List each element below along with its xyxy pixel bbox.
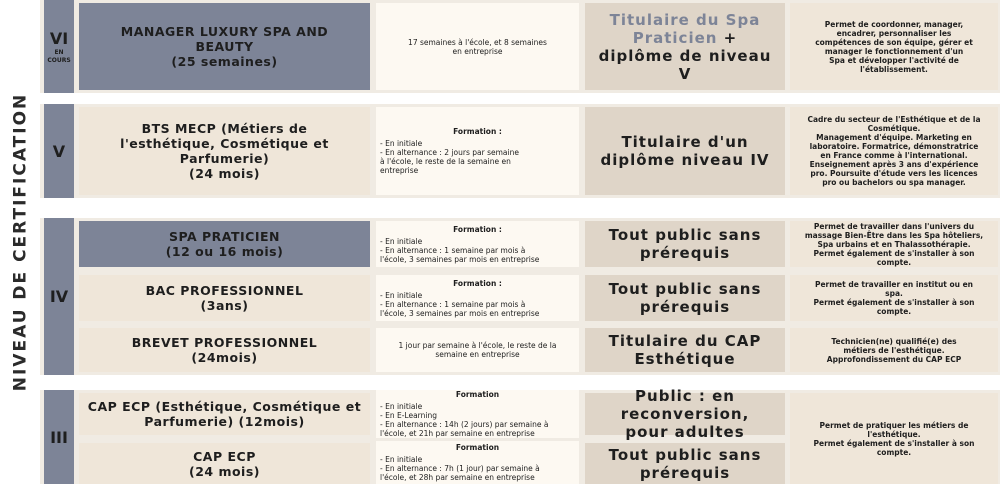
level-iv-box bbox=[44, 218, 74, 375]
desc-line: Cosmétique. bbox=[867, 124, 921, 133]
desc-line: Technicien(ne) qualifié(e) des bbox=[831, 336, 957, 346]
formation-line: l'école, et 21h par semaine en entreprise bbox=[380, 429, 535, 438]
prerequis-plus: + bbox=[717, 28, 738, 47]
prerequis-bac bbox=[585, 275, 785, 321]
desc-line: Spa urbains et en Thalassothérapie. bbox=[817, 239, 971, 249]
title-line: CAP ECP (Esthétique, Cosmétique et bbox=[87, 399, 362, 414]
level-v-box bbox=[44, 104, 74, 198]
prerequis-line: pour adultes bbox=[625, 423, 745, 441]
formation-brevet bbox=[376, 328, 579, 372]
level-vi-box bbox=[44, 0, 74, 93]
formation-line: 1 jour par semaine à l'école, le reste de la bbox=[398, 341, 557, 350]
formation-line: - En alternance : 1 semaine par mois à bbox=[380, 245, 526, 255]
prerequis-line: Public : en reconversion, bbox=[620, 387, 750, 423]
desc-brevet bbox=[790, 328, 998, 372]
title-line: BREVET PROFESSIONNEL bbox=[131, 335, 318, 350]
prerequis-line bbox=[633, 29, 738, 47]
desc-line: Permet de travailler en institut ou en bbox=[814, 280, 974, 289]
prerequis-line: Titulaire du CAP bbox=[608, 332, 762, 350]
formation-bac bbox=[376, 275, 579, 321]
title-line: SPA PRATICIEN bbox=[168, 229, 281, 244]
prerequis-line: V bbox=[678, 64, 692, 83]
prerequis-line: diplôme niveau IV bbox=[600, 151, 770, 169]
desc-line: massage Bien-Être dans les Spa hôteliers, bbox=[804, 230, 984, 240]
level-vi-sub-1: EN bbox=[54, 49, 64, 56]
prerequis-line bbox=[610, 11, 761, 29]
desc-line: Permet de coordonner, manager, bbox=[824, 19, 964, 29]
formation-manager bbox=[376, 3, 579, 90]
prerequis-muted: Titulaire du Spa bbox=[609, 10, 761, 29]
level-vi-sub-2: COURS bbox=[47, 57, 71, 64]
desc-line: manager le fonctionnement d'un bbox=[824, 46, 964, 56]
desc-bac bbox=[790, 275, 998, 321]
level-iii-box bbox=[44, 390, 74, 484]
title-bac-professionnel bbox=[79, 275, 370, 321]
desc-line: pro ou bachelors ou spa manager. bbox=[822, 178, 966, 187]
title-spa-praticien bbox=[79, 221, 370, 267]
formation-line: l'école, 3 semaines par mois en entreprise bbox=[380, 308, 540, 318]
formation-line: - En initiale bbox=[380, 139, 423, 148]
prerequis-line: prérequis bbox=[639, 463, 731, 482]
formation-line: l'école, et 28h par semaine en entreprise bbox=[380, 473, 535, 482]
title-brevet-professionnel bbox=[79, 328, 370, 372]
title-cap-ecp bbox=[79, 443, 370, 484]
prerequis-line: Tout public sans bbox=[608, 445, 762, 464]
title-cap-ecp-full bbox=[79, 393, 370, 435]
formation-cap-ecp bbox=[376, 441, 579, 484]
level-v-label: V bbox=[52, 141, 66, 161]
desc-bts bbox=[790, 107, 998, 195]
desc-line: l'établissement. bbox=[860, 64, 928, 74]
side-label-text: NIVEAU DE CERTIFICATION bbox=[10, 92, 31, 392]
title-line: MANAGER LUXURY SPA AND bbox=[120, 24, 329, 39]
desc-cap bbox=[790, 393, 998, 484]
formation-line: - En initiale bbox=[380, 290, 423, 300]
desc-spa bbox=[790, 221, 998, 267]
prerequis-manager bbox=[585, 3, 785, 90]
desc-line: Permet également de s'installer à son bbox=[813, 248, 975, 258]
formation-line: - En initiale bbox=[380, 402, 423, 411]
title-line: Parfumerie) bbox=[179, 151, 270, 166]
title-line: CAP ECP bbox=[193, 448, 256, 464]
prerequis-line: Tout public sans bbox=[608, 226, 762, 244]
desc-line: Permet également de s'installer à son bbox=[813, 298, 975, 307]
desc-line: Permet également de s'installer à son bbox=[813, 438, 975, 448]
prerequis-line: diplôme de niveau bbox=[598, 46, 772, 65]
title-line: (12 ou 16 mois) bbox=[165, 244, 284, 259]
title-line: BEAUTY bbox=[195, 39, 254, 54]
desc-line: compétences de son équipe, gérer et bbox=[815, 37, 973, 47]
desc-line: laboratoire. Formatrice, démonstratrice bbox=[809, 142, 979, 151]
desc-line: Permet de pratiquer les métiers de bbox=[819, 420, 969, 430]
formation-line: - En alternance : 1 semaine par mois à bbox=[380, 299, 526, 309]
prerequis-line: Titulaire d'un bbox=[621, 133, 749, 151]
formation-line: - En alternance : 2 jours par semaine bbox=[380, 148, 519, 157]
prerequis-line: prérequis bbox=[639, 244, 731, 262]
desc-line: spa. bbox=[885, 289, 903, 298]
formation-cap-ecp-full bbox=[376, 390, 579, 438]
desc-line: Enseignement après 3 ans d'expérience bbox=[809, 160, 979, 169]
formation-line: 17 semaines à l'école, et 8 semaines bbox=[408, 37, 547, 47]
level-iv-label: IV bbox=[49, 287, 69, 306]
formation-line: entreprise bbox=[380, 166, 419, 175]
level-iii-label: III bbox=[50, 427, 68, 447]
formation-spa bbox=[376, 221, 579, 267]
prerequis-line: Esthétique bbox=[634, 350, 736, 368]
title-line: l'esthétique, Cosmétique et bbox=[120, 136, 329, 151]
formation-line: - En alternance : 14h (2 jours) par semaine à bbox=[380, 420, 549, 429]
desc-line: métiers de l'esthétique. bbox=[843, 345, 945, 355]
desc-line: Permet de travailler dans l'univers du bbox=[813, 221, 975, 231]
desc-line: compte. bbox=[876, 307, 912, 316]
desc-line: Spa et développer l'activité de bbox=[829, 55, 959, 65]
desc-line: Approfondissement du CAP ECP bbox=[826, 354, 962, 364]
prerequis-bts bbox=[585, 107, 785, 195]
title-line: (24 mois) bbox=[188, 166, 260, 181]
formation-line: - En initiale bbox=[380, 236, 423, 246]
title-line: (25 semaines) bbox=[171, 54, 278, 69]
desc-line: compte. bbox=[876, 257, 912, 267]
level-vi-label: VI bbox=[49, 29, 69, 48]
title-line: (24 mois) bbox=[188, 463, 260, 479]
desc-manager bbox=[790, 3, 998, 90]
prerequis-line: Tout public sans bbox=[608, 280, 762, 298]
formation-line: à l'école, le reste de la semaine en bbox=[380, 157, 511, 166]
desc-line: Management d'équipe. Marketing en bbox=[816, 133, 972, 142]
formation-heading: Formation : bbox=[453, 278, 502, 288]
desc-line: l'esthétique. bbox=[867, 429, 921, 439]
formation-line: en entreprise bbox=[452, 46, 503, 56]
formation-bts bbox=[376, 107, 579, 195]
desc-line: pro. Poursuite d'étude vers les licences bbox=[810, 169, 978, 178]
desc-line: Cadre du secteur de l'Esthétique et de la bbox=[807, 115, 981, 124]
prerequis-muted: Praticien bbox=[632, 28, 718, 47]
prerequis-cap-ecp-full bbox=[585, 387, 785, 441]
prerequis-line: prérequis bbox=[639, 298, 731, 316]
prerequis-cap-ecp bbox=[585, 443, 785, 484]
side-label-niveau bbox=[0, 0, 40, 484]
desc-line: compte. bbox=[876, 447, 912, 457]
formation-line: l'école, 3 semaines par mois en entreprise bbox=[380, 254, 540, 264]
formation-line: - En alternance : 7h (1 jour) par semaine à bbox=[380, 464, 540, 473]
title-manager-luxury-spa bbox=[79, 3, 370, 90]
formation-line: - En initiale bbox=[380, 455, 423, 464]
prerequis-spa bbox=[585, 221, 785, 267]
title-line: (3ans) bbox=[200, 298, 249, 313]
formation-heading: Formation bbox=[455, 443, 500, 452]
formation-line: semaine en entreprise bbox=[435, 350, 520, 359]
title-line: (24mois) bbox=[191, 350, 258, 365]
desc-line: en France comme à l'international. bbox=[820, 151, 968, 160]
prerequis-brevet bbox=[585, 328, 785, 372]
title-line: Parfumerie) (12mois) bbox=[144, 414, 305, 429]
title-bts-mecp bbox=[79, 107, 370, 195]
formation-heading: Formation bbox=[455, 390, 500, 399]
title-line: BTS MECP (Métiers de bbox=[141, 121, 308, 136]
desc-line: encadrer, personnaliser les bbox=[836, 28, 952, 38]
title-line: BAC PROFESSIONNEL bbox=[145, 283, 304, 298]
formation-heading: Formation : bbox=[453, 224, 502, 234]
formation-line: - En E-Learning bbox=[380, 411, 437, 420]
formation-heading: Formation : bbox=[453, 127, 502, 136]
